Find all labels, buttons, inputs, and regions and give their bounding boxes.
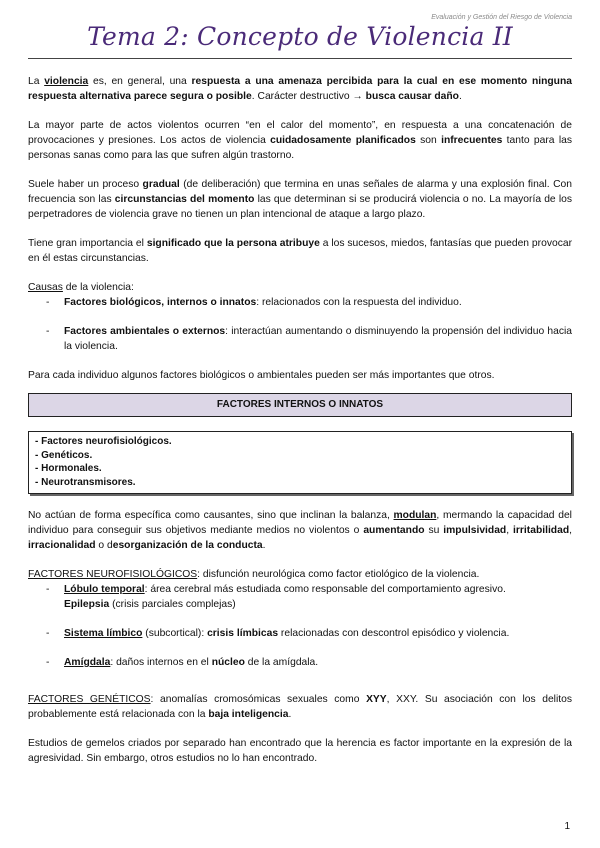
list-item: - Amígdala: daños internos en el núcleo de la amígdala. (46, 657, 319, 668)
list-item: - Lóbulo temporal: área cerebral más estudiada como responsable del comportamiento agresivo. Epilepsia (crisis parciales complejas) (46, 584, 506, 610)
list-item: - Factores ambientales o externos: interactúan aumentando o disminuyendo la propensión del individuo hacia la violencia. (46, 326, 572, 352)
page-title: Tema 2: Concepto de Violencia II (87, 22, 513, 51)
paragraph-gradual-process: Suele haber un proceso gradual (de deliberación) que termina en unas señales de alarma y una explosión final. Con frecuencia son las circunstancias del momento las que determinan si se producirá violencia o no. La mayoría de los perpetradores de violencia grave no tienen un plan intencional de ataque a largo plazo. (28, 179, 573, 220)
paragraph-heat-of-moment: La mayor parte de actos violentos ocurren “en el calor del momento”, en respuesta a una concatenación de provocaciones y presiones. Los actos de violencia cuidadosamente planificados son infrecuentes tanto para las personas sanas como para las que sufren algún trastorno. (28, 120, 573, 161)
neuro-heading: FACTORES NEUROFISIOLÓGICOS: disfunción neurológica como factor etiológico de la violencia. (28, 569, 480, 580)
paragraph-genetic: FACTORES GENÉTICOS: anomalías cromosómicas sexuales como XYY, XXY. Su asociación con los delitos probablemente está relacionada con la baja inteligencia. (28, 694, 572, 720)
section-banner: FACTORES INTERNOS O INNATOS (28, 393, 572, 417)
list-item: - Hormonales. (35, 463, 102, 474)
paragraph-meaning: Tiene gran importancia el significado que la persona atribuye a los sucesos, miedos, fantasías que pueden provocar en él estas circunstancias. (28, 238, 572, 264)
page-number: 1 (564, 821, 570, 832)
course-header: Evaluación y Gestión del Riesgo de Violencia (431, 14, 572, 21)
term-violencia: violencia (44, 76, 89, 87)
paragraph-modulate: No actúan de forma específica como causantes, sino que inclinan la balanza, modulan, mermando la capacidad del individuo para conseguir sus objetivos mediante medios no violentos o aumentando su impulsividad, irritabilidad, irracionalidad o desorganización de la conducta. (28, 510, 572, 551)
list-item: - Neurotransmisores. (35, 476, 136, 488)
factors-box (28, 431, 572, 494)
causes-heading: Causas de la violencia: (28, 282, 134, 293)
paragraph-twins: Estudios de gemelos criados por separado han encontrado que la herencia es factor importante en la expresión de la agresividad. Sin embargo, otros estudios no lo han encontrado. (28, 738, 572, 764)
neuro-list (28, 582, 572, 670)
list-item: - Factores neurofisiológicos. (35, 436, 172, 447)
title-divider (28, 58, 572, 59)
paragraph-definition: La violencia es, en general, una respuesta a una amenaza percibida para la cual en ese momento ninguna respuesta alternativa parece segura o posible. Carácter destructivo → busca causar daño. (28, 76, 572, 102)
paragraph-individual: Para cada individuo algunos factores biológicos o ambientales pueden ser más importantes que otros. (28, 370, 495, 381)
list-item: - Factores biológicos, internos o innatos: relacionados con la respuesta del individuo. (46, 297, 462, 308)
list-item: - Sistema límbico (subcortical): crisis límbicas relacionadas con descontrol episódico y violencia. (46, 628, 510, 639)
list-item: - Genéticos. (35, 449, 93, 461)
document-body (28, 74, 572, 766)
causes-list (28, 295, 572, 354)
